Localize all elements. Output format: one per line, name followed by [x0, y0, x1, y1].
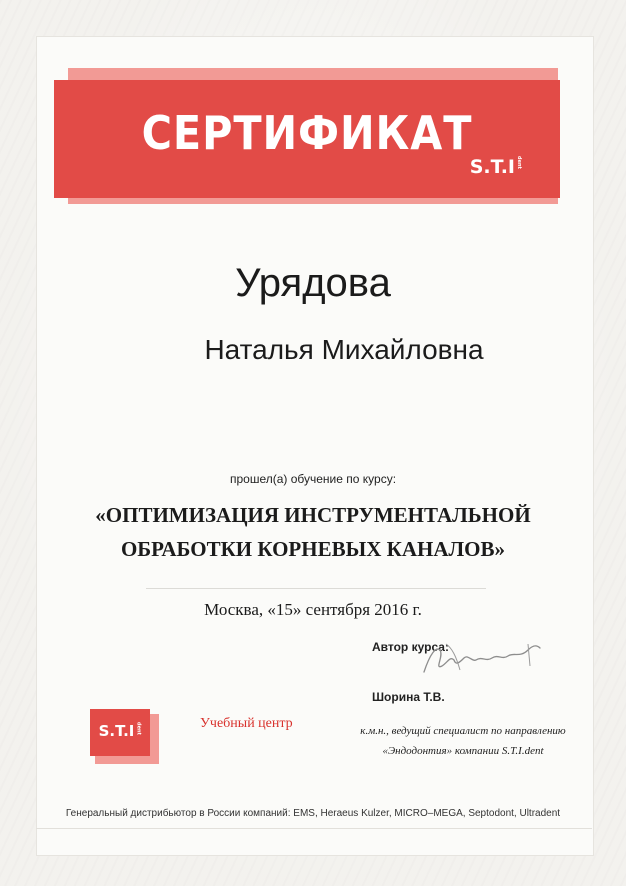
signature-image [416, 636, 546, 682]
author-label: Автор курса: [372, 640, 449, 654]
author-name: Шорина Т.В. [372, 690, 445, 704]
certificate-title: СЕРТИФИКАТ [141, 106, 473, 160]
author-role-line-1: к.м.н., ведущий специалист по направлению [360, 725, 566, 737]
distributor-footer: Генеральный дистрибьютор в России компаний: EMS, Heraeus Kulzer, MICRO–MEGA, Septodont, Ultradent [65, 808, 561, 819]
divider-line [146, 588, 486, 589]
course-title [0, 498, 626, 566]
course-title-line-1: «ОПТИМИЗАЦИЯ ИНСТРУМЕНТАЛЬНОЙ [95, 503, 531, 527]
sti-logo [470, 156, 522, 178]
author-role-line-2: «Эндодонтия» компании S.T.I.dent [382, 745, 544, 757]
author-role [340, 721, 586, 761]
course-intro: прошел(а) обучение по курсу: [229, 472, 397, 486]
training-logo-small: dent [135, 722, 142, 735]
sti-logo-small: dent [516, 156, 522, 169]
certificate-banner [54, 80, 560, 198]
bottom-divider [36, 828, 592, 829]
sti-logo-text: S.T.I [469, 156, 515, 178]
recipient-given-names: Наталья Михайловна [204, 334, 484, 365]
course-title-line-2: ОБРАБОТКИ КОРНЕВЫХ КАНАЛОВ» [120, 537, 506, 561]
training-center-label: Учебный центр [200, 716, 293, 731]
training-center-logo [90, 709, 150, 756]
training-logo-text [90, 722, 150, 740]
recipient-surname: Урядова [235, 261, 391, 305]
training-logo-main: S.T.I [98, 722, 135, 740]
issue-date: Москва, «15» сентября 2016 г. [204, 600, 422, 619]
